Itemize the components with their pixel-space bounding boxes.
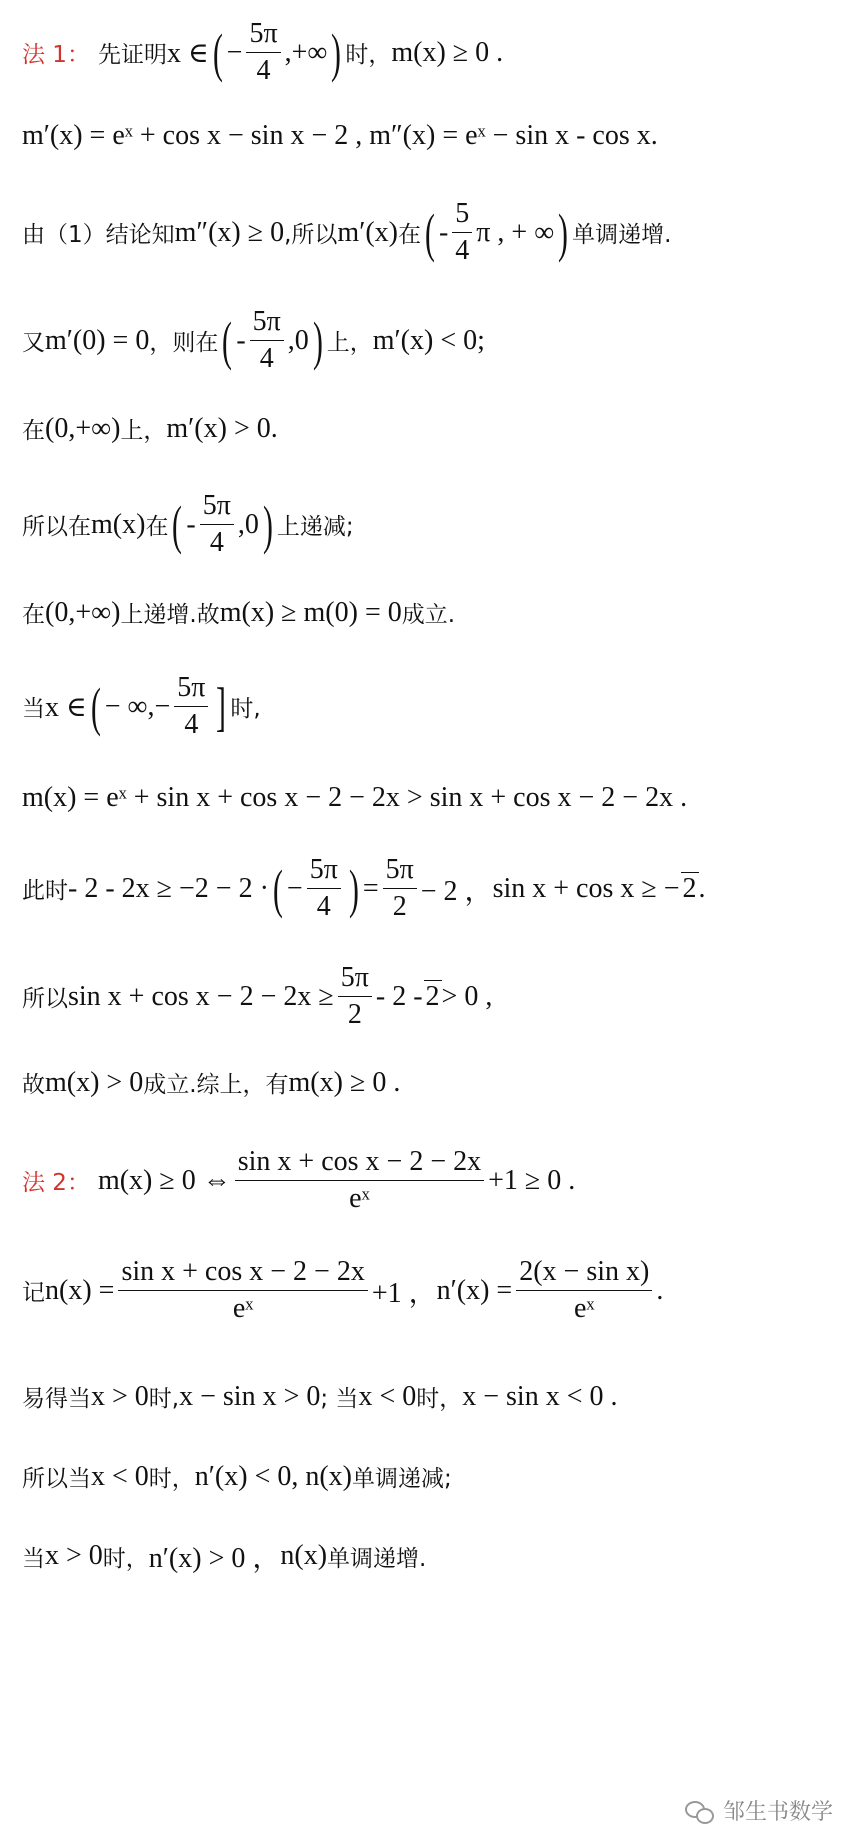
text: 时，	[148, 1466, 195, 1492]
math: x > 0	[45, 1540, 103, 1571]
m1-line-5	[22, 412, 278, 445]
fraction: $\frac{5\pi}{2}$	[338, 962, 372, 1031]
math: m(x) ≥ 0 ⇔	[97, 1164, 231, 1196]
text: 在	[397, 222, 421, 249]
m1-line-7	[22, 596, 455, 629]
math: .	[656, 1274, 664, 1306]
paren: )	[558, 202, 569, 263]
text: 在	[145, 514, 169, 541]
math: m′(0) = 0	[45, 324, 150, 356]
math: −	[226, 36, 243, 68]
fraction: $\frac{\text{sin x + cos x − 2 − 2x}}{\text{eˣ}}$	[235, 1146, 484, 1215]
math: x ∈	[166, 37, 209, 69]
math: -	[236, 324, 246, 356]
m1-line-12	[22, 1066, 400, 1099]
m1-line-10	[22, 854, 706, 923]
math: =	[362, 872, 379, 904]
math: - 2 - 2x ≥ −2 − 2 ·	[68, 872, 269, 904]
text: 由（1）结论知	[22, 222, 175, 249]
math: x > 0	[91, 1380, 149, 1412]
math: n′(x) < 0, n(x)	[194, 1460, 353, 1492]
fraction: $\frac{5\pi}{2}$	[383, 854, 417, 923]
paren: (	[222, 310, 233, 371]
math: .	[698, 872, 706, 904]
text: 所以	[22, 986, 68, 1013]
fraction: $\frac{\text{sin x + cos x − 2 − 2x}}{\text{eˣ}}$	[118, 1256, 367, 1325]
math: +1 ≥ 0 .	[488, 1164, 576, 1196]
text: 成立.	[401, 602, 456, 628]
math: (0,+∞)	[45, 412, 121, 444]
math: n(x)	[280, 1540, 328, 1571]
fraction: $\frac{\text{2(x − sin x)}}{\text{eˣ}}$	[516, 1256, 652, 1325]
math: x ∈	[45, 691, 87, 723]
m2-line-3	[22, 1380, 618, 1413]
paren: )	[331, 22, 342, 83]
m1-line-8	[22, 672, 261, 741]
text: 先证明	[97, 42, 167, 69]
paren: (	[172, 494, 183, 555]
fraction: $\frac{5\pi}{4}$	[307, 854, 341, 923]
text: ，则在	[149, 330, 219, 357]
fraction: $\frac{5\pi}{4}$	[174, 672, 208, 741]
text: 时，	[345, 42, 392, 69]
bracket: ]	[216, 676, 227, 737]
math: − ∞,−	[104, 690, 171, 722]
text: 单调递减;	[352, 1466, 452, 1492]
math: x < 0	[91, 1460, 149, 1492]
text: 成立.综上，有	[143, 1072, 289, 1098]
math: π , + ∞	[476, 216, 555, 248]
text: 在	[22, 418, 45, 444]
paren: )	[348, 858, 359, 919]
math: m(x) ≥ m(0) = 0	[219, 596, 402, 628]
paren: )	[312, 310, 323, 371]
text: 单调递增.	[572, 222, 672, 249]
text: 此时	[22, 878, 68, 905]
text: 上，	[326, 330, 373, 357]
math: −	[286, 872, 303, 904]
watermark	[685, 1795, 833, 1826]
paren: )	[262, 494, 273, 555]
m1-line-4	[22, 306, 485, 375]
text: 所以当	[22, 1466, 91, 1492]
fraction: $\frac{5}{4}$	[452, 198, 472, 267]
m1-line-3	[22, 198, 671, 267]
text: 在	[22, 602, 45, 628]
math: m′(x) > 0.	[166, 412, 278, 444]
math: n(x) =	[45, 1274, 115, 1306]
text: 上，	[120, 418, 167, 444]
text: ,所以	[284, 222, 338, 249]
sqrt: 2	[682, 873, 697, 905]
math: m(x) > 0	[45, 1066, 144, 1098]
text: 上递减;	[276, 514, 354, 541]
method-2-label: 法 2：	[22, 1170, 90, 1197]
text: 故	[22, 1072, 45, 1098]
math: -	[186, 508, 196, 540]
text: 当	[22, 696, 45, 723]
m2-line-2	[22, 1256, 663, 1325]
text: 时,	[230, 696, 261, 723]
math: x − sin x < 0 .	[462, 1380, 618, 1412]
math: ,0	[287, 324, 309, 356]
text: 上递增.故	[120, 602, 220, 628]
math: m′(x)	[337, 216, 398, 248]
wechat-icon	[685, 1799, 715, 1823]
text: 时,	[148, 1386, 180, 1412]
math: ,+∞	[284, 36, 328, 68]
method-1-label: 法 1：	[22, 42, 90, 69]
math: - 2 -	[375, 980, 423, 1012]
text: ; 当	[320, 1386, 359, 1412]
math: (0,+∞)	[45, 596, 121, 628]
math: m(x) ≥ 0 .	[391, 36, 504, 68]
text: 所以在	[22, 514, 91, 541]
watermark-text: 邹生书数学	[722, 1800, 833, 1825]
math: m″(x) ≥ 0	[174, 216, 285, 248]
math: +1 ，	[371, 1277, 437, 1309]
math: n′(x) =	[436, 1274, 513, 1306]
text: 时，	[416, 1386, 463, 1412]
m1-line-9: m(x) = eˣ + sin x + cos x − 2 − 2x > sin x + cos x − 2 − 2x .	[22, 782, 688, 813]
math: -	[438, 216, 449, 248]
paren: (	[425, 202, 435, 263]
math: m(x)	[91, 508, 146, 540]
text: 记	[22, 1280, 45, 1307]
math: > 0 ,	[441, 980, 493, 1012]
paren: (	[272, 858, 283, 919]
sqrt: 2	[425, 981, 440, 1013]
m2-line-4	[22, 1460, 452, 1493]
math: − 2 ，	[420, 875, 493, 907]
text: 单调递增.	[327, 1545, 427, 1572]
fraction: $\frac{5\pi}{4}$	[246, 18, 280, 87]
text: 又	[22, 330, 45, 357]
fraction: $\frac{5\pi}{4}$	[250, 306, 284, 375]
text: 时，	[102, 1545, 149, 1572]
m2-line-1	[22, 1146, 575, 1215]
m1-line-2: m′(x) = eˣ + cos x − sin x − 2 , m″(x) = eˣ − sin x - cos x.	[22, 120, 658, 151]
text: 当	[22, 1545, 45, 1572]
m2-line-5	[22, 1536, 426, 1576]
paren: (	[212, 22, 223, 83]
math: sin x + cos x ≥ −	[492, 872, 680, 904]
paren: (	[90, 676, 101, 737]
text: 易得当	[22, 1386, 91, 1412]
math: m(x) ≥ 0 .	[288, 1066, 401, 1098]
m1-line-1	[22, 18, 503, 87]
math: sin x + cos x − 2 − 2x ≥	[68, 980, 334, 1012]
math: n′(x) > 0 ，	[148, 1543, 281, 1574]
math: x < 0	[358, 1380, 417, 1412]
math: ,0	[237, 508, 259, 540]
m1-line-6	[22, 490, 354, 559]
math: x − sin x > 0	[179, 1380, 321, 1412]
math: m′(x) < 0;	[372, 324, 485, 356]
m1-line-11	[22, 962, 492, 1031]
fraction: $\frac{5\pi}{4}$	[200, 490, 234, 559]
